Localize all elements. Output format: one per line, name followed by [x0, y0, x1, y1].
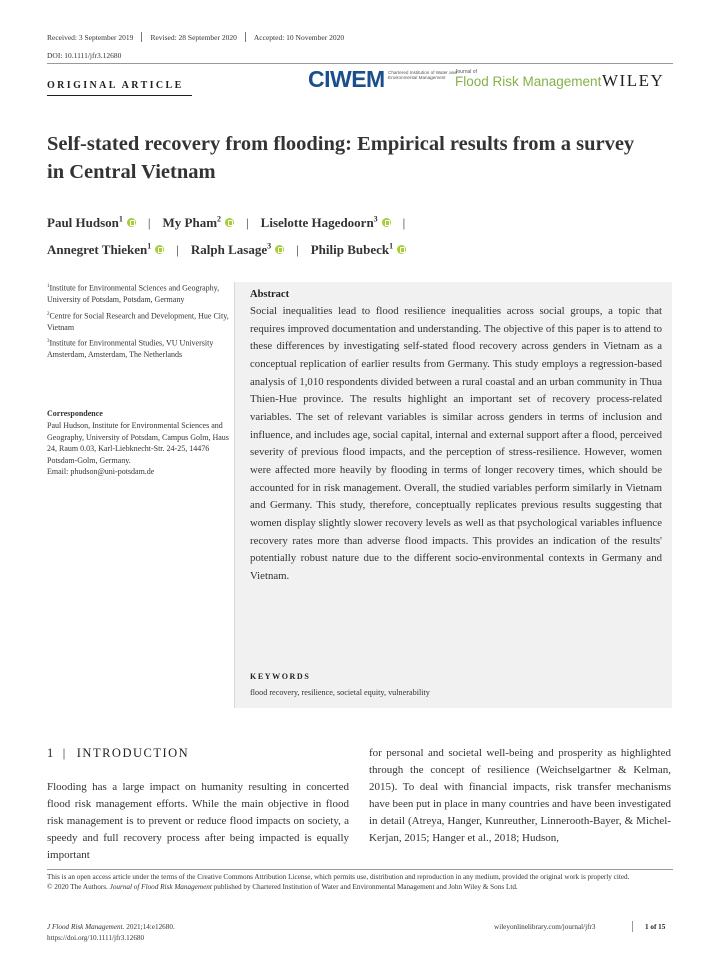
- author-separator: |: [176, 241, 179, 257]
- author-list: [47, 208, 687, 261]
- date-separator: [141, 32, 142, 42]
- article-dates: [47, 32, 344, 42]
- affiliation: [47, 336, 237, 361]
- correspondence-heading: Correspondence: [47, 409, 103, 418]
- correspondence-address: Paul Hudson, Institute for Environmental Sciences and Geography, University of Potsdam, Campus Golm, Haus 24, Raum 0.03, Karl-Liebknecht-Str. 24-25, 14476 Potsdam-Golm, Germany.: [47, 421, 229, 465]
- affiliation-text: Institute for Environmental Sciences and Geography, University of Potsdam, Potsdam, Germany: [47, 283, 220, 305]
- orcid-icon[interactable]: [155, 245, 164, 254]
- section-number: 1: [47, 746, 55, 760]
- copyright-prefix: © 2020 The Authors.: [47, 883, 110, 892]
- author[interactable]: [47, 215, 136, 230]
- license-notice: [47, 872, 672, 893]
- author[interactable]: [261, 215, 391, 230]
- citation-doi-link[interactable]: https://doi.org/10.1111/jfr3.12680: [47, 934, 145, 942]
- author-separator: |: [147, 215, 151, 231]
- revised-date: Revised: 28 September 2020: [150, 33, 237, 42]
- copyright-suffix: published by Chartered Institution of Water and Environmental Management and John Wiley & Sons Ltd.: [211, 883, 518, 892]
- affiliations: [47, 281, 237, 364]
- author-name: Liselotte Hagedoorn: [260, 215, 374, 231]
- license-text: This is an open access article under the terms of the Creative Commons Attribution License, which permits use, distribution and reproduction in any medium, provided the original work is properly cited.: [47, 873, 630, 881]
- body-text-column-right: for personal and societal well-being and prosperity as highlighted through the concept of resilience (Weichselgartner & Kelman, 2015). To deal with financial impacts, risk transfer mechanisms have been put in place in many countries and have been investigated in detail (Atreya, Hanger, Kunreuther, Linnerooth-Bayer, & Michel-Kerjan, 2015; Hanger et al., 2018; Hudson,: [369, 747, 671, 845]
- author[interactable]: [47, 242, 164, 257]
- affiliation-text: Centre for Social Research and Development, Hue City, Vietnam: [47, 311, 229, 332]
- section-title: INTRODUCTION: [76, 746, 190, 760]
- orcid-icon[interactable]: [397, 245, 406, 254]
- article-type-label: ORIGINAL ARTICLE: [47, 80, 184, 91]
- date-separator: [245, 32, 246, 42]
- author-separator: |: [402, 215, 406, 231]
- page-number: 1 of 15: [645, 923, 666, 931]
- ciwem-logo-subtitle: Chartered Institution of Water and Environmental Management: [388, 70, 457, 81]
- copyright-journal: Journal of Flood Risk Management: [109, 883, 212, 892]
- affiliation: [47, 281, 237, 306]
- wiley-logo: WILEY: [602, 71, 665, 90]
- keywords-heading: KEYWORDS: [250, 672, 311, 681]
- body-text-column-left: Flooding has a large impact on humanity resulting in concerted flood risk management efforts. While the main objective in flood risk management is to prevent or reduce flood impacts on society, a speedy and full recovery process after being impacted is equally important: [47, 781, 349, 862]
- journal-name-logo: Flood Risk Management: [455, 74, 602, 89]
- author-name: Philip Bubeck: [310, 241, 390, 257]
- author-affiliation-marker: 1: [147, 241, 152, 251]
- author[interactable]: [163, 215, 235, 230]
- correspondence-email[interactable]: Email: phudson@uni-potsdam.de: [47, 467, 155, 476]
- citation-journal: J Flood Risk Management.: [47, 923, 125, 931]
- orcid-icon[interactable]: [382, 218, 391, 227]
- affiliation-marker: 2: [47, 311, 50, 317]
- journal-prefix: Journal of: [455, 69, 477, 75]
- author-separator: |: [246, 215, 249, 231]
- footer-divider: [47, 869, 673, 870]
- affiliation-marker: 3: [47, 339, 50, 345]
- orcid-icon[interactable]: [275, 245, 284, 254]
- orcid-icon[interactable]: [225, 218, 234, 227]
- author-separator: |: [296, 241, 299, 257]
- section-separator: |: [62, 746, 67, 760]
- paper-title: Self-stated recovery from flooding: Empirical results from a survey in Central Vietnam: [47, 133, 635, 183]
- correspondence-block: [47, 420, 237, 478]
- affiliation-marker: 1: [47, 284, 50, 289]
- author-name: My Pham: [162, 215, 218, 231]
- accepted-date: Accepted: 10 November 2020: [253, 33, 345, 42]
- author[interactable]: [311, 242, 406, 257]
- citation-volume: 2021;14:e12680.: [124, 923, 175, 931]
- affiliation-text: Institute for Environmental Studies, VU University Amsterdam, Amsterdam, The Netherlands: [47, 338, 214, 360]
- journal-url-link[interactable]: wileyonlinelibrary.com/journal/jfr3: [494, 923, 596, 931]
- author-name: Ralph Lasage: [190, 241, 268, 257]
- author-affiliation-marker: 2: [217, 215, 222, 224]
- header-divider: [47, 63, 673, 64]
- keywords-list: flood recovery, resilience, societal equity, vulnerability: [250, 688, 430, 697]
- ciwem-logo: CIWEM: [308, 66, 385, 92]
- author-name: Annegret Thieken: [47, 241, 148, 257]
- author-name: Paul Hudson: [47, 215, 119, 231]
- author-affiliation-marker: 3: [373, 215, 378, 224]
- article-doi: DOI: 10.1111/jfr3.12680: [47, 51, 122, 60]
- affiliation: [47, 309, 237, 334]
- abstract-heading: Abstract: [250, 289, 290, 300]
- author-affiliation-marker: 1: [118, 215, 123, 224]
- article-type-underline: [47, 95, 192, 96]
- page-separator: [632, 921, 633, 932]
- received-date: Received: 3 September 2019: [47, 33, 134, 42]
- orcid-icon[interactable]: [127, 218, 136, 227]
- author[interactable]: [191, 242, 284, 257]
- citation-line: [47, 923, 175, 931]
- author-affiliation-marker: 1: [389, 241, 394, 251]
- abstract-text: Social inequalities lead to flood resilience inequalities across social groups, a topic that requires improved documentation and understanding. The objective of this paper is to attend to these differences by investigating self-stated flood recovery across genders in Vietnam as a conceptual replication of earlier results from Germany. This study employs a regression-based analysis of 1,010 respondents divided between a rural coastal and an urban community in Thua Thien-Hue province. The results highlight an important set of recovery process-related variables. The set of relevant variables is similar across genders in terms of inclusion and influence, and includes age, social capital, internal and external support after a flood, perceived severity of previous flood impacts, and the perception of stress-resilience. However, women were affected more heavily by flooding in terms of longer recovery times, which should be accounted for in risk management. Overall, the studied variables perform similarly in Vietnam and Germany. This study, therefore, conceptually replicates previous results suggesting that women display slightly slower recovery levels as well as that psychological variables influence recovery rates more than adverse flood impacts. This provides an indication of the results' potentially robust nature due to the different socio-environmental contexts in Germany and Vietnam.: [250, 305, 662, 582]
- section-heading-introduction: [47, 746, 189, 761]
- author-affiliation-marker: 3: [267, 241, 272, 251]
